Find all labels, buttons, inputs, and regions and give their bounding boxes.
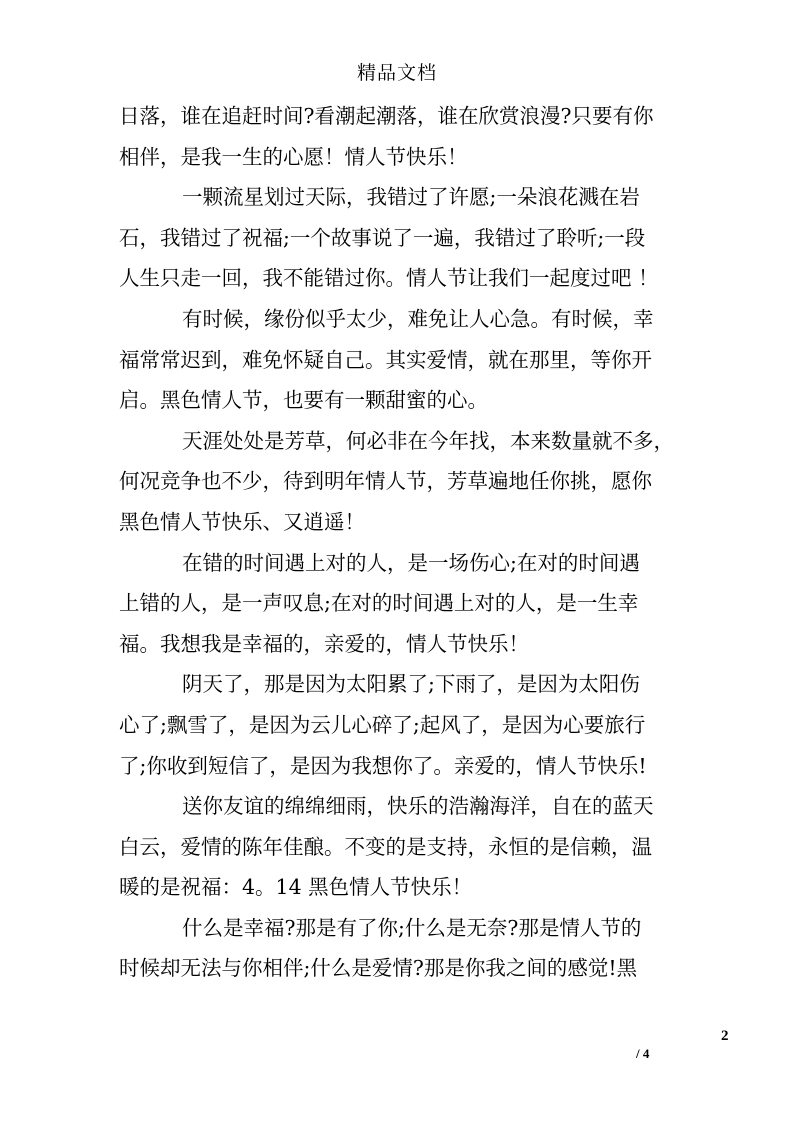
paragraph-start-line: 有时候，缘份似乎太少，难免让人心急。有时候，幸 bbox=[182, 306, 654, 331]
document-body bbox=[119, 96, 685, 989]
text-line: 石，我错过了祝福;一个故事说了一遍，我错过了聆听;一段 bbox=[119, 225, 646, 250]
text-line: 暖的是祝福：4。14 黑色情人节快乐！ bbox=[119, 875, 473, 900]
text-line: 福常常迟到，难免怀疑自己。其实爱情，就在那里，等你开 bbox=[119, 347, 652, 372]
text-line: 心了;飘雪了，是因为云儿心碎了;起风了，是因为心要旅行 bbox=[119, 712, 646, 737]
page-number: 2 bbox=[721, 1028, 729, 1044]
paragraph-start-line: 在错的时间遇上对的人，是一场伤心;在对的时间遇 bbox=[182, 550, 640, 575]
paragraph-start-line: 一颗流星划过天际，我错过了许愿;一朵浪花溅在岩 bbox=[182, 185, 640, 210]
text-line: 时候却无法与你相伴;什么是爱情?那是你我之间的感觉!黑 bbox=[119, 956, 638, 981]
text-line: 黑色情人节快乐、又逍遥！ bbox=[119, 509, 365, 534]
page-total: / 4 bbox=[636, 1046, 650, 1061]
text-line: 相伴，是我一生的心愿！情人节快乐！ bbox=[119, 144, 468, 169]
page-header-title: 精品文档 bbox=[356, 62, 437, 84]
text-line: 白云，爱情的陈年佳酿。不变的是支持，永恒的是信赖，温 bbox=[119, 834, 652, 859]
text-line: 上错的人，是一声叹息;在对的时间遇上对的人，是一生幸 bbox=[119, 591, 639, 616]
paragraph-start-line: 什么是幸福?那是有了你;什么是无奈?那是情人节的 bbox=[182, 915, 642, 940]
text-line: 人生只走一回，我不能错过你。情人节让我们一起度过吧 ！ bbox=[119, 266, 659, 291]
text-line: 何况竞争也不少，待到明年情人节，芳草遍地任你挑，愿你 bbox=[119, 469, 652, 494]
paragraph-start-line: 送你友谊的绵绵细雨，快乐的浩瀚海洋，自在的蓝天 bbox=[182, 794, 654, 819]
text-line: 启。黑色情人节，也要有一颗甜蜜的心。 bbox=[119, 388, 488, 413]
text-line: 了;你收到短信了，是因为我想你了。亲爱的，情人节快乐! bbox=[119, 753, 647, 778]
text-line: 福。我想我是幸福的，亲爱的，情人节快乐！ bbox=[119, 631, 529, 656]
paragraph-start-line: 天涯处处是芳草，何必非在今年找，本来数量就不多， bbox=[182, 428, 674, 453]
paragraph-start-line: 阴天了，那是因为太阳累了;下雨了，是因为太阳伤 bbox=[182, 672, 640, 697]
text-line: 日落，谁在追赶时间?看潮起潮落，谁在欣赏浪漫?只要有你 bbox=[119, 104, 654, 128]
